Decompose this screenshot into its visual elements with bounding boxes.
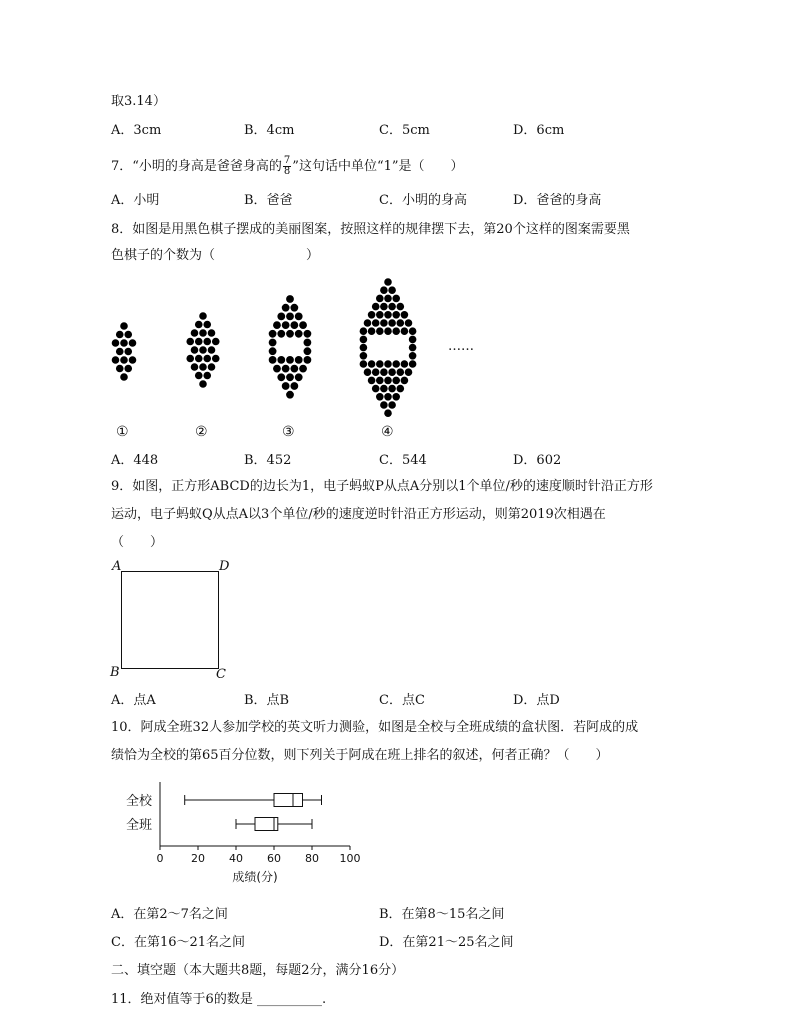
black-stone xyxy=(368,360,376,368)
black-stone xyxy=(360,336,368,344)
q7-text-before: 7．“小明的身高是爸爸身高的 xyxy=(111,159,282,174)
black-stone xyxy=(388,286,396,294)
black-stone xyxy=(191,363,199,371)
q7-text-after: ”这句话中单位“1”是（ ） xyxy=(292,159,464,174)
black-stone xyxy=(360,327,368,335)
black-stone xyxy=(273,365,281,373)
black-stone xyxy=(401,327,409,335)
x-tick-label: 20 xyxy=(191,852,205,865)
black-stone xyxy=(212,355,220,363)
q7-fraction xyxy=(283,156,291,177)
black-stone xyxy=(409,327,417,335)
black-stone xyxy=(380,319,388,327)
question-7 xyxy=(111,156,464,178)
black-stone xyxy=(269,330,277,338)
q7-option-d[interactable]: D．爸爸的身高 xyxy=(513,193,602,208)
question-11[interactable]: 11．绝对值等于6的数是 __________. xyxy=(111,992,327,1007)
black-stone xyxy=(282,321,290,329)
q10-option-b[interactable]: B．在第8～15名之间 xyxy=(379,907,505,922)
q8-line-1: 8．如图是用黑色棋子摆成的美丽图案，按照这样的规律摆下去，第20个这样的图案需要黑 xyxy=(111,222,630,237)
black-stone xyxy=(208,363,216,371)
black-stone xyxy=(199,380,207,388)
black-stone xyxy=(372,385,380,393)
black-stone xyxy=(295,330,303,338)
black-stone xyxy=(299,321,307,329)
black-stone xyxy=(286,356,294,364)
black-stone xyxy=(295,356,303,364)
black-stone xyxy=(295,313,303,321)
black-stone xyxy=(397,368,405,376)
black-stone xyxy=(203,338,211,346)
black-stone xyxy=(388,385,396,393)
black-stone xyxy=(120,373,128,381)
black-stone xyxy=(409,352,417,360)
black-stone xyxy=(304,339,312,347)
black-stone xyxy=(116,365,124,373)
black-stone xyxy=(116,331,124,339)
black-stone xyxy=(116,348,124,356)
black-stone xyxy=(282,365,290,373)
black-stone xyxy=(384,360,392,368)
black-stone xyxy=(405,368,413,376)
black-stone xyxy=(376,377,384,385)
black-stone xyxy=(290,304,298,312)
black-stone xyxy=(124,331,132,339)
black-stone xyxy=(388,368,396,376)
q9-option-a[interactable]: A．点A xyxy=(111,693,156,708)
black-stone xyxy=(269,356,277,364)
black-stone xyxy=(195,321,203,329)
black-stone xyxy=(368,327,376,335)
black-stone xyxy=(286,295,294,303)
pattern-label-1: ① xyxy=(116,424,129,440)
black-stone xyxy=(269,339,277,347)
box-plot-chart xyxy=(110,780,380,890)
series-label: 全校 xyxy=(125,794,152,809)
black-stone xyxy=(112,339,120,347)
black-stone xyxy=(203,321,211,329)
q8-option-d[interactable]: D．602 xyxy=(513,453,562,468)
q8-line-2: 色棋子的个数为（ ） xyxy=(111,248,320,263)
q10-line-1: 10．阿成全班32人参加学校的英文听力测验，如图是全校与全班成绩的盒状图．若阿成的成 xyxy=(111,720,639,735)
black-stone xyxy=(304,356,312,364)
black-stone xyxy=(282,304,290,312)
black-stone xyxy=(304,330,312,338)
black-stone xyxy=(124,348,132,356)
black-stone xyxy=(364,368,372,376)
q9-option-b[interactable]: B．点B xyxy=(244,693,290,708)
q6-option-a[interactable]: A．3cm xyxy=(111,123,162,138)
black-stone xyxy=(380,401,388,409)
black-stone xyxy=(290,382,298,390)
black-stone xyxy=(120,322,128,330)
q7-option-c[interactable]: C．小明的身高 xyxy=(379,193,467,208)
x-tick-label: 80 xyxy=(305,852,319,865)
q9-line-2: 运动，电子蚂蚁Q从点A以3个单位/秒的速度逆时针沿正方形运动，则第2019次相遇在 xyxy=(111,507,606,522)
black-stone xyxy=(199,346,207,354)
black-stone xyxy=(295,373,303,381)
black-stone xyxy=(199,312,207,320)
vertex-label-d: D xyxy=(219,559,230,574)
q9-option-d[interactable]: D．点D xyxy=(513,693,560,708)
black-stone xyxy=(186,355,194,363)
black-stone xyxy=(401,360,409,368)
black-stone xyxy=(129,356,137,364)
black-stone xyxy=(409,360,417,368)
black-stone xyxy=(277,313,285,321)
black-stone xyxy=(203,372,211,380)
vertex-label-b: B xyxy=(110,665,120,680)
black-stone xyxy=(304,347,312,355)
continued-question-text: 取3.14） xyxy=(111,94,166,109)
x-tick-label: 100 xyxy=(339,852,361,865)
black-stone xyxy=(360,352,368,360)
black-stone xyxy=(392,393,400,401)
pattern-label-3: ③ xyxy=(282,424,295,440)
q7-option-b[interactable]: B．爸爸 xyxy=(244,193,293,208)
black-stone xyxy=(277,330,285,338)
black-stone xyxy=(290,365,298,373)
black-stone xyxy=(409,344,417,352)
black-stone xyxy=(360,344,368,352)
q8-option-c[interactable]: C．544 xyxy=(379,453,427,468)
black-stone xyxy=(195,372,203,380)
black-stone xyxy=(372,319,380,327)
black-stone xyxy=(405,319,413,327)
black-stone xyxy=(112,356,120,364)
black-stone xyxy=(186,338,194,346)
q8-option-a[interactable]: A．448 xyxy=(111,453,159,468)
black-stone xyxy=(195,338,203,346)
black-stone xyxy=(286,373,294,381)
series-label: 全班 xyxy=(125,818,152,833)
black-stone xyxy=(299,365,307,373)
pattern-dots xyxy=(112,278,417,417)
black-stone xyxy=(120,339,128,347)
black-stone xyxy=(372,303,380,311)
black-stone xyxy=(372,368,380,376)
black-stone xyxy=(286,330,294,338)
black-stone xyxy=(397,319,405,327)
black-stone xyxy=(380,303,388,311)
vertex-label-c: C xyxy=(216,667,226,682)
black-stone xyxy=(360,360,368,368)
black-stone xyxy=(392,295,400,303)
black-stone xyxy=(290,321,298,329)
black-stone xyxy=(388,401,396,409)
q7-fraction-denominator: 8 xyxy=(283,166,291,177)
black-stone xyxy=(368,377,376,385)
section-2-heading: 二、填空题（本大题共8题，每题2分，满分16分） xyxy=(111,963,405,978)
black-stone xyxy=(376,295,384,303)
black-stone xyxy=(384,295,392,303)
black-stone xyxy=(208,346,216,354)
black-stone xyxy=(401,377,409,385)
vertex-label-a: A xyxy=(112,559,122,574)
black-stone xyxy=(376,327,384,335)
q9-line-3: （ ） xyxy=(111,535,164,550)
black-stone xyxy=(376,360,384,368)
black-stone xyxy=(199,329,207,337)
pattern-label-4: ④ xyxy=(381,424,394,440)
x-tick-label: 0 xyxy=(156,852,164,865)
black-stone xyxy=(199,363,207,371)
black-stone xyxy=(384,327,392,335)
black-stone xyxy=(388,319,396,327)
q8-option-b[interactable]: B．452 xyxy=(244,453,292,468)
q9-option-c[interactable]: C．点C xyxy=(379,693,425,708)
q10-option-a[interactable]: A．在第2～7名之间 xyxy=(111,907,228,922)
black-stone xyxy=(120,356,128,364)
black-stone xyxy=(368,311,376,319)
black-stone xyxy=(195,355,203,363)
black-stone xyxy=(384,377,392,385)
black-stone xyxy=(191,346,199,354)
black-stone xyxy=(191,329,199,337)
black-stone xyxy=(282,382,290,390)
black-stone xyxy=(397,303,405,311)
black-stone xyxy=(401,311,409,319)
q9-line-1: 9．如图，正方形ABCD的边长为1，电子蚂蚁P从点A分别以1个单位/秒的速度顺时针沿正方形 xyxy=(111,479,653,494)
q7-fraction-numerator: 7 xyxy=(283,155,291,166)
black-stone xyxy=(384,311,392,319)
black-stone xyxy=(269,347,277,355)
q6-option-b[interactable]: B．4cm xyxy=(244,123,295,138)
black-stone xyxy=(384,393,392,401)
q7-option-a[interactable]: A．小明 xyxy=(111,193,160,208)
black-stone xyxy=(384,409,392,417)
square-abcd xyxy=(121,571,219,669)
black-stone xyxy=(388,303,396,311)
black-stone xyxy=(277,373,285,381)
q10-line-2: 绩恰为全校的第65百分位数，则下列关于阿成在班上排名的叙述，何者正确？（ ） xyxy=(111,748,609,763)
black-stone xyxy=(376,311,384,319)
q10-option-c[interactable]: C．在第16～21名之间 xyxy=(111,935,246,950)
q8-ellipsis: …… xyxy=(448,339,474,354)
pattern-label-2: ② xyxy=(195,424,208,440)
black-stone xyxy=(277,356,285,364)
black-stone xyxy=(364,319,372,327)
black-stone xyxy=(392,360,400,368)
black-stone xyxy=(286,391,294,399)
black-stone xyxy=(212,338,220,346)
black-stone xyxy=(380,368,388,376)
black-stone xyxy=(376,393,384,401)
black-stone xyxy=(380,385,388,393)
black-stone xyxy=(129,339,137,347)
black-stone xyxy=(203,355,211,363)
iqr-box xyxy=(274,794,303,807)
black-stone xyxy=(273,321,281,329)
x-tick-label: 60 xyxy=(267,852,281,865)
black-stone xyxy=(380,286,388,294)
black-stone xyxy=(409,336,417,344)
x-axis-title: 成绩(分) xyxy=(232,870,278,884)
black-stone xyxy=(392,377,400,385)
black-stone xyxy=(286,313,294,321)
black-stone xyxy=(392,311,400,319)
x-tick-label: 40 xyxy=(229,852,243,865)
black-stone xyxy=(392,327,400,335)
q6-option-c[interactable]: C．5cm xyxy=(379,123,430,138)
black-stone xyxy=(397,385,405,393)
q10-option-d[interactable]: D．在第21～25名之间 xyxy=(379,935,514,950)
q8-pattern-figure xyxy=(100,270,440,425)
q6-option-d[interactable]: D．6cm xyxy=(513,123,565,138)
black-stone xyxy=(124,365,132,373)
black-stone xyxy=(384,278,392,286)
black-stone xyxy=(208,329,216,337)
